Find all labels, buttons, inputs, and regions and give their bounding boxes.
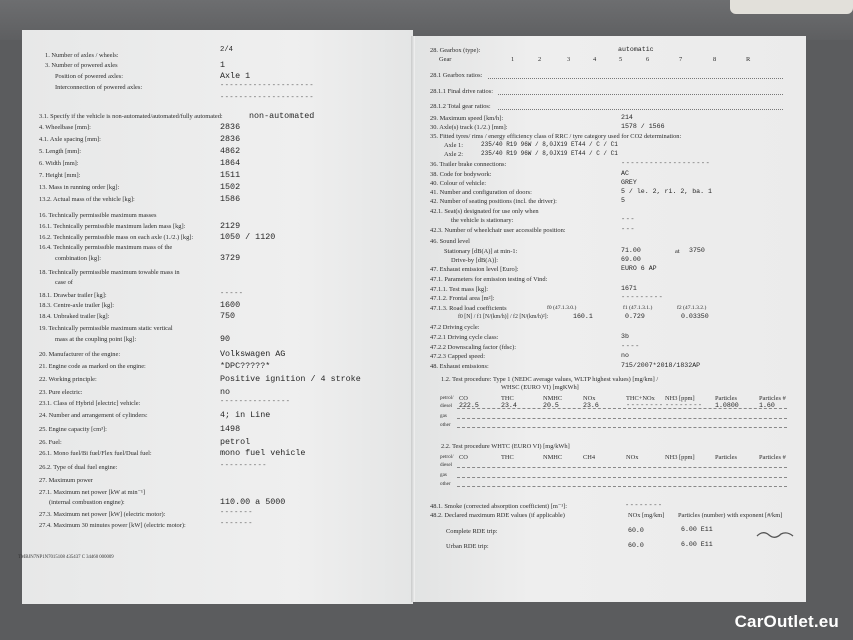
field-value: 2836 xyxy=(220,122,241,132)
stationary-rpm: 3750 xyxy=(689,247,705,254)
gearbox-value: automatic xyxy=(618,46,654,53)
fuel-label: other xyxy=(440,481,451,487)
dotted-rule xyxy=(498,109,783,110)
left-page xyxy=(18,30,413,604)
field-label: mass at the coupling point [kg]: xyxy=(55,336,137,343)
gear-number: 3 xyxy=(567,56,571,63)
field-value: 1498 xyxy=(220,424,241,434)
gear-number: 7 xyxy=(679,56,683,63)
column-header: CH4 xyxy=(583,454,596,461)
column-header: THC xyxy=(501,454,514,461)
tyres-label: 35. Fitted tyres/ rims / energy efficiency class of RRC / tyre category used for CO2 determination: xyxy=(430,133,682,140)
emission-level-label: 47. Exhaust emission level [Euro]: xyxy=(430,266,519,273)
stationary-value: 71.00 xyxy=(621,247,641,254)
column-header: Particles # xyxy=(759,454,786,461)
fuel-label: diesel xyxy=(440,462,453,468)
field-label: 18. Technically permissible maximum towable mass in xyxy=(39,269,180,276)
field-value: ------------------- xyxy=(621,160,711,168)
fuel-label: gas xyxy=(440,472,447,478)
table-rule xyxy=(457,477,787,478)
field-label: combination [kg]: xyxy=(55,255,101,262)
field-label: 25. Engine capacity [cm³]: xyxy=(39,426,107,433)
axle2-label: Axle 2: xyxy=(444,151,463,158)
field-label: 16. Technically permissible maximum masses xyxy=(39,212,157,219)
field-label: 24. Number and arrangement of cylinders: xyxy=(39,412,148,419)
gear-label: Gear xyxy=(439,56,452,63)
rde-label: 48.2. Declared maximum RDE values (if applicable) xyxy=(430,512,565,519)
whtc-title: 2.2. Test procedure WHTC (EURO VI) [mg/kWh] xyxy=(441,443,570,450)
wltp-title: 1.2. Test procedure: Type 1 (NEDC average values, WLTP highest values) [mg/km] / xyxy=(441,376,659,383)
column-header: NOx xyxy=(626,454,639,461)
emission-value: 222.5 xyxy=(459,402,479,409)
right-page xyxy=(413,36,806,602)
field-value: ------- xyxy=(220,509,253,517)
fuel-label: gas xyxy=(440,413,447,419)
page-fold xyxy=(411,36,415,602)
f2-value: 0.03350 xyxy=(681,313,709,320)
f0-value: 160.1 xyxy=(573,313,593,320)
field-label: 48. Exhaust emissions: xyxy=(430,363,489,370)
field-value: 1502 xyxy=(220,182,241,192)
table-rule xyxy=(457,427,787,428)
field-label: 42.3. Number of wheelchair user accessible position: xyxy=(430,227,566,234)
field-value: 3729 xyxy=(220,253,241,263)
column-header: NH3 [ppm] xyxy=(665,395,695,402)
rde-particles-header: Particles (number) with exponent [#/km] xyxy=(678,512,783,519)
field-value: 750 xyxy=(220,311,236,321)
gear-number: R xyxy=(746,56,751,63)
urban-rde-label: Urban RDE trip: xyxy=(446,543,489,550)
field-label: Interconnection of powered axles: xyxy=(55,84,143,91)
field-value: --- xyxy=(621,226,636,234)
field-value: no xyxy=(621,352,629,359)
field-label: 6. Width [mm]: xyxy=(39,160,79,167)
coefficients-label: f0 [N] / f1 [N/(km/h)] / f2 [N/(km/h)²]: xyxy=(458,314,549,320)
complete-rde-nox: 60.0 xyxy=(628,527,644,534)
field-label: Position of powered axles: xyxy=(55,73,123,80)
driveby-value: 69.00 xyxy=(621,256,641,263)
emission-value: 20.5 xyxy=(543,402,559,409)
field-value: ---- xyxy=(621,343,640,351)
column-header: Particles # xyxy=(759,395,786,402)
emission-value: 23.6 xyxy=(583,402,599,409)
gear-number: 6 xyxy=(646,56,650,63)
gear-number: 2 xyxy=(538,56,542,63)
field-label: 4. Wheelbase [mm]: xyxy=(39,124,91,131)
wltp-subtitle: WHSC (EURO VI) [mgKWh] xyxy=(501,384,579,391)
field-label: 22. Working principle: xyxy=(39,376,97,383)
field-label: 47.2.1 Driving cycle class: xyxy=(430,334,499,341)
emission-value: 23.4 xyxy=(501,402,517,409)
field-label: 18.4. Unbraked trailer [kg]: xyxy=(39,313,110,320)
field-label: 1. Number of axles / wheels: xyxy=(45,52,119,59)
field-label: 40. Colour of vehicle: xyxy=(430,180,487,187)
field-value: 110.00 a 5000 xyxy=(220,497,286,507)
field-label: 16.1. Technically permissible maximum laden mass [kg]: xyxy=(39,223,186,230)
field-label: 47.2 Driving cycle: xyxy=(430,324,480,331)
field-value: 4862 xyxy=(220,146,241,156)
field-label: 13.2. Actual mass of the vehicle [kg]: xyxy=(39,196,135,203)
field-label: 7. Height [mm]: xyxy=(39,172,81,179)
field-label: 47.2.3 Capped speed: xyxy=(430,353,486,360)
field-label: 21. Engine code as marked on the engine: xyxy=(39,363,146,370)
field-label: 27. Maximum power xyxy=(39,477,93,484)
max-speed-value: 214 xyxy=(621,114,633,121)
field-label: 41. Number and configuration of doors: xyxy=(430,189,532,196)
axle-track-value: 1578 / 1566 xyxy=(621,123,665,130)
handwritten-mark xyxy=(755,528,795,540)
field-label: 46. Sound level xyxy=(430,238,470,245)
field-label: 3. Number of powered axles xyxy=(45,62,118,69)
f2-header: f2 (47.1.3.2.) xyxy=(677,305,707,311)
field-label: 19. Technically permissible maximum static vertical xyxy=(39,325,173,332)
emission-value: 1.60 xyxy=(759,402,775,409)
smoke-label: 48.1. Smoke (corrected absorption coefficient) [m⁻¹]: xyxy=(430,503,568,510)
field-value: 715/2007*2018/1832AP xyxy=(621,362,701,369)
field-value: 1864 xyxy=(220,158,241,168)
field-value: AC xyxy=(621,170,629,177)
frontal-area-label: 47.1.2. Frontal area [m²]: xyxy=(430,295,495,302)
field-label: 3.1. Specify if the vehicle is non-automated/automated/fully automated: xyxy=(39,113,223,120)
field-value: --- xyxy=(621,216,636,224)
field-value: 2/4 xyxy=(220,46,233,54)
field-label: 16.2. Technically permissible mass on each axle (1./2.) [kg]: xyxy=(39,234,194,241)
field-value: -------------------- xyxy=(220,94,315,102)
field-value: 3b xyxy=(621,333,629,340)
field-label: 42.1. Seat(s) designated for use only when xyxy=(430,208,539,215)
field-label: the vehicle is stationary: xyxy=(451,217,514,224)
field-value: 5 / le. 2, ri. 2, ba. 1 xyxy=(621,188,713,195)
field-label: 27.3. Maximum net power [kW] (electric motor): xyxy=(39,511,166,518)
field-value: ---------- xyxy=(220,462,268,470)
emission-value: -------- xyxy=(626,402,664,410)
axle-track-label: 30. Axle(s) track (1./2.) [mm]: xyxy=(430,124,508,131)
ratio-label: 28.1 Gearbox ratios: xyxy=(430,72,483,79)
field-value: 1600 xyxy=(220,300,241,310)
f1-value: 0.729 xyxy=(625,313,645,320)
field-label: (internal combustion engine): xyxy=(49,499,125,506)
field-label: 47.2.2 Downscaling factor (fdsc): xyxy=(430,344,517,351)
column-header: NMHC xyxy=(543,454,563,461)
dotted-rule xyxy=(498,94,783,95)
test-mass-label: 47.1.1. Test mass [kg]: xyxy=(430,286,489,293)
fuel-label: other xyxy=(440,422,451,428)
ratio-label: 28.1.1 Final drive ratios: xyxy=(430,88,494,95)
field-label: 36. Trailer brake connections: xyxy=(430,161,507,168)
driveby-label: Drive-by [dB(A)]: xyxy=(451,257,499,264)
fuel-label: petrol/ xyxy=(440,395,454,401)
column-header: NOx xyxy=(583,395,596,402)
field-value: no xyxy=(220,387,231,397)
gear-number: 8 xyxy=(713,56,717,63)
emission-value: -------- xyxy=(665,402,703,410)
column-header: THC+NOx xyxy=(626,395,655,402)
field-label: 16.4. Technically permissible maximum mass of the xyxy=(39,244,173,251)
field-label: 13. Mass in running order [kg]: xyxy=(39,184,120,191)
frontal-area-value: --------- xyxy=(621,294,664,302)
axle2-tyres: 235/40 R19 96W / 8,0JX19 ET44 / C / C1 xyxy=(481,150,618,157)
fuel-label: diesel xyxy=(440,403,453,409)
watermark: CarOutlet.eu xyxy=(734,612,839,631)
field-label: 23.1. Class of Hybrid [electric] vehicle: xyxy=(39,400,141,407)
field-value: non-automated xyxy=(249,111,315,121)
urban-rde-particles: 6.00 E11 xyxy=(681,541,713,548)
stationary-label: Stationary [dB(A)] at min-1: xyxy=(444,248,518,255)
field-value: 4; in Line xyxy=(220,410,271,420)
field-value: --------------- xyxy=(220,398,291,406)
ratio-label: 28.1.2 Total gear ratios: xyxy=(430,103,491,110)
rde-nox-header: NOx [mg/km] xyxy=(628,512,665,519)
field-label: 26. Fuel: xyxy=(39,439,62,446)
field-value: 90 xyxy=(220,334,231,344)
column-header: CO xyxy=(459,454,468,461)
table-rule xyxy=(457,486,787,487)
paper-corner xyxy=(730,0,853,14)
road-load-label: 47.1.3. Road load coefficients xyxy=(430,305,507,312)
column-header: NH3 [ppm] xyxy=(665,454,695,461)
column-header: Particles xyxy=(715,395,738,402)
vin-footer: TMBJN7NP1N7015108 435437 C 34460 000009 xyxy=(18,555,114,560)
field-value: mono fuel vehicle xyxy=(220,448,306,458)
field-value: Volkswagen AG xyxy=(220,349,286,359)
column-header: Particles xyxy=(715,454,738,461)
f1-header: f1 (47.1.3.1.) xyxy=(623,305,653,311)
stationary-at: at xyxy=(675,248,680,255)
field-value: 5 xyxy=(621,197,625,204)
field-value: 1 xyxy=(220,60,226,70)
field-value: 2129 xyxy=(220,221,241,231)
emission-level-value: EURO 6 AP xyxy=(621,265,657,272)
axle1-label: Axle 1: xyxy=(444,142,463,149)
field-value: Positive ignition / 4 stroke xyxy=(220,374,361,384)
column-header: NMHC xyxy=(543,395,563,402)
field-value: ----- xyxy=(220,290,244,298)
field-label: 26.1. Mono fuel/Bi fuel/Flex fuel/Dual fuel: xyxy=(39,450,152,457)
field-label: 18.1. Drawbar trailer [kg]: xyxy=(39,292,107,299)
field-label: 4.1. Axle spacing [mm]: xyxy=(39,136,101,143)
gear-number: 1 xyxy=(511,56,515,63)
dotted-rule xyxy=(488,78,783,79)
gear-number: 5 xyxy=(619,56,623,63)
field-value: -------------------- xyxy=(220,82,315,90)
column-header: CO xyxy=(459,395,468,402)
complete-rde-label: Complete RDE trip: xyxy=(446,528,498,535)
emission-params-label: 47.1. Parameters for emission testing of Vind: xyxy=(430,276,548,283)
f0-header: f0 (47.1.3.0.) xyxy=(547,305,577,311)
emission-value: 1.0800 xyxy=(715,402,739,409)
column-header: THC xyxy=(501,395,514,402)
field-value: *DPC?????* xyxy=(220,361,271,371)
field-label: case of xyxy=(55,279,73,286)
complete-rde-particles: 6.00 E11 xyxy=(681,526,713,533)
field-value: petrol xyxy=(220,437,251,447)
field-label: 18.3. Centre-axle trailer [kg]: xyxy=(39,302,115,309)
field-label: 20. Manufacturer of the engine: xyxy=(39,351,121,358)
field-label: 27.1. Maximum net power [kW at min⁻¹] xyxy=(39,489,145,496)
smoke-value: -------- xyxy=(625,502,663,510)
max-speed-label: 29. Maximum speed [km/h]: xyxy=(430,115,504,122)
field-value: Axle 1 xyxy=(220,71,251,81)
field-label: 38. Code for bodywork: xyxy=(430,171,492,178)
gearbox-label: 28. Gearbox (type): xyxy=(430,47,481,54)
table-rule xyxy=(457,418,787,419)
field-label: 5. Length [mm]: xyxy=(39,148,82,155)
field-label: 42. Number of seating positions (incl. the driver): xyxy=(430,198,557,205)
axle1-tyres: 235/40 R19 96W / 8,0JX19 ET44 / C / C1 xyxy=(481,141,618,148)
field-label: 23. Pure electric: xyxy=(39,389,83,396)
field-value: 1586 xyxy=(220,194,241,204)
table-rule xyxy=(457,467,787,468)
field-value: 2836 xyxy=(220,134,241,144)
field-label: 27.4. Maximum 30 minutes power [kW] (electric motor): xyxy=(39,522,186,529)
field-value: 1511 xyxy=(220,170,241,180)
field-label: 26.2. Type of dual fuel engine: xyxy=(39,464,118,471)
gear-number: 4 xyxy=(593,56,597,63)
urban-rde-nox: 60.0 xyxy=(628,542,644,549)
field-value: 1050 / 1120 xyxy=(220,232,276,242)
field-value: GREY xyxy=(621,179,637,186)
fuel-label: petrol/ xyxy=(440,454,454,460)
test-mass-value: 1671 xyxy=(621,285,637,292)
field-value: ------- xyxy=(220,520,253,528)
